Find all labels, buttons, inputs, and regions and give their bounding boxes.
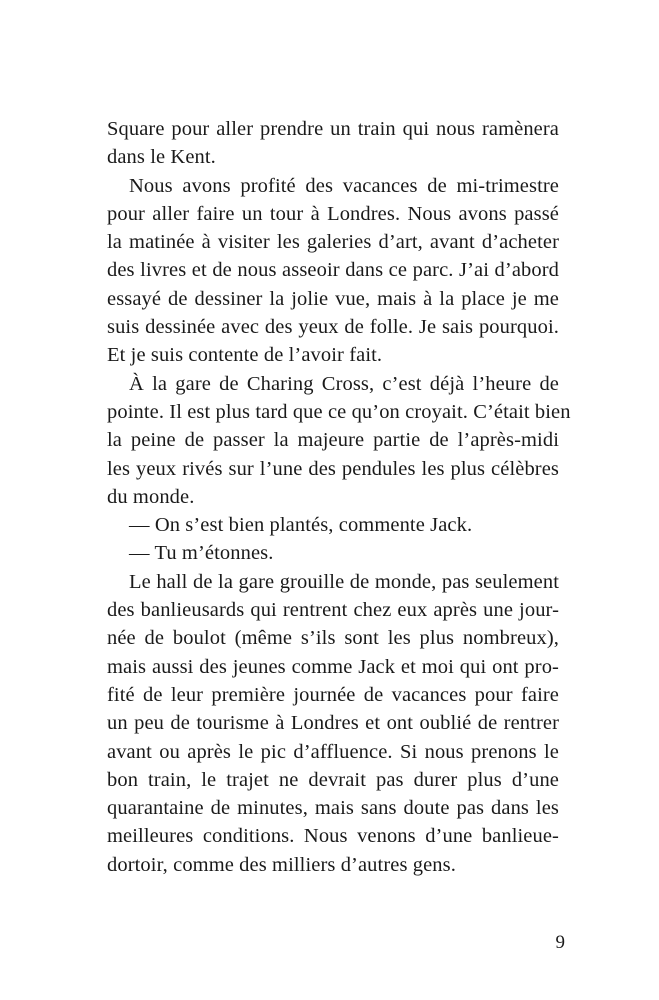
text-line: pointe. Il est plus tard que ce qu’on croyait. C’était bien	[107, 400, 571, 423]
dialogue-line: — On s’est bien plantés, commente Jack.	[129, 514, 473, 537]
text-line: mais aussi des jeunes comme Jack et moi qui ont pro-	[107, 655, 559, 678]
text-line: Square pour aller prendre un train qui nous ramènera	[107, 118, 559, 140]
dialogue-line: — Tu m’étonnes.	[129, 542, 274, 565]
text-line: pour aller faire un tour à Londres. Nous avons passé	[107, 202, 559, 225]
page-number: 9	[555, 932, 565, 953]
text-line: suis dessinée avec des yeux de folle. Je sais pourquoi.	[107, 316, 559, 339]
text-line: meilleures conditions. Nous venons d’une banlieue-	[107, 825, 559, 848]
text-line: dans le Kent.	[107, 146, 216, 169]
text-line: Le hall de la gare grouille de monde, pas seulement	[129, 570, 559, 593]
text-line: des banlieusards qui rentrent chez eux après une jour-	[107, 599, 559, 622]
text-line: la peine de passer la majeure partie de l’après-midi	[107, 429, 559, 452]
text-line: la matinée à visiter les galeries d’art, avant d’acheter	[107, 231, 559, 254]
text-line: Nous avons profité des vacances de mi-trimestre	[129, 174, 559, 197]
text-line: née de boulot (même s’ils sont les plus nombreux),	[107, 627, 559, 650]
text-line: À la gare de Charing Cross, c’est déjà l’heure de	[129, 372, 559, 395]
text-line: dortoir, comme des milliers d’autres gens.	[107, 853, 456, 876]
text-line: avant ou après le pic d’affluence. Si nous prenons le	[107, 740, 559, 763]
text-line: les yeux rivés sur l’une des pendules les plus célèbres	[107, 457, 559, 480]
body-text	[107, 115, 571, 879]
text-line: fité de leur première journée de vacances pour faire	[107, 683, 559, 706]
text-line: Et je suis contente de l’avoir fait.	[107, 344, 383, 367]
text-line: du monde.	[107, 485, 195, 508]
text-line: un peu de tourisme à Londres et ont oublié de rentrer	[107, 712, 559, 735]
text-line: bon train, le trajet ne devrait pas durer plus d’une	[107, 768, 559, 791]
text-line: quarantaine de minutes, mais sans doute pas dans les	[107, 797, 559, 820]
text-line: des livres et de nous asseoir dans ce parc. J’ai d’abord	[107, 259, 559, 282]
text-line: essayé de dessiner la jolie vue, mais à la place je me	[107, 287, 559, 310]
